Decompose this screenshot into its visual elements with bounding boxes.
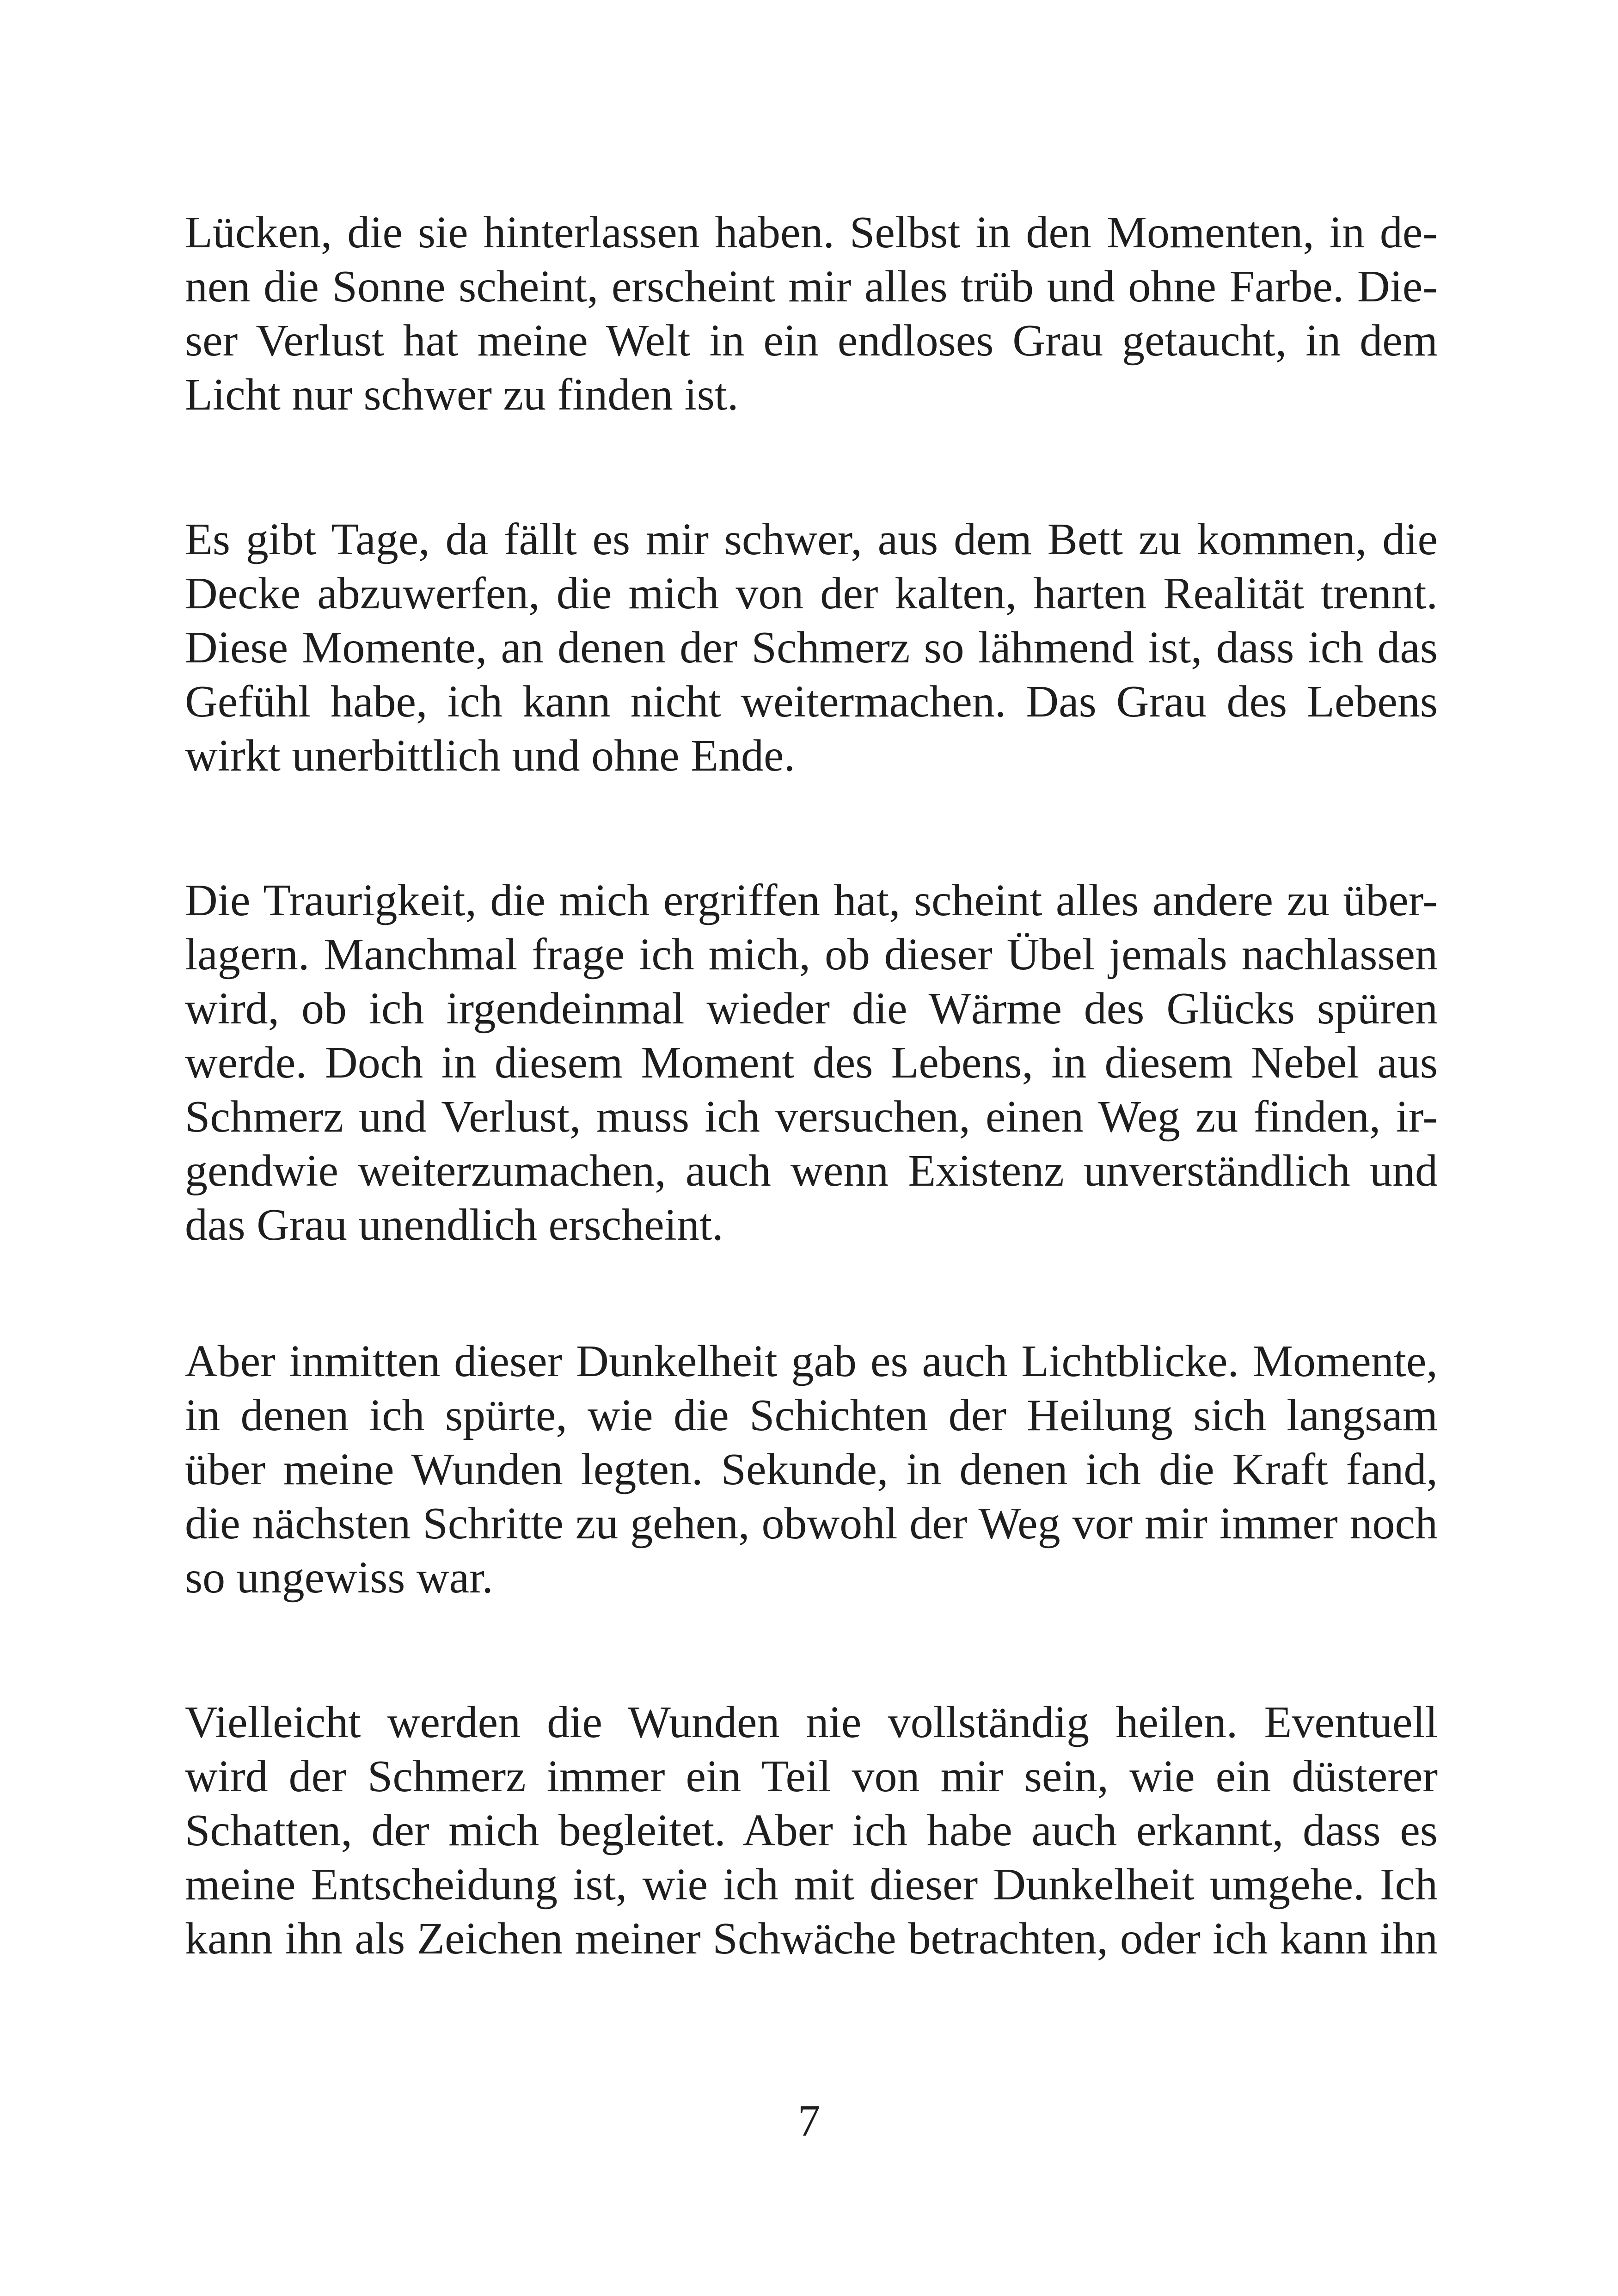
text-line: über meine Wunden legten. Sekunde, in denen ich die Kraft fand, [185,1445,1438,1494]
text-line: wird der Schmerz immer ein Teil von mir sein, wie ein düsterer [185,1751,1438,1801]
paragraph-5 [185,1696,1438,1966]
text-line: Schatten, der mich begleitet. Aber ich habe auch erkannt, dass es [185,1806,1438,1855]
text-line: so ungewiss war. [185,1553,493,1603]
text-line: Gefühl habe, ich kann nicht weitermachen. Das Grau des Lebens [185,677,1438,727]
text-line: Aber inmitten dieser Dunkelheit gab es auch Lichtblicke. Momente, [185,1336,1438,1386]
text-line: meine Entscheidung ist, wie ich mit dieser Dunkelheit umgehe. Ich [185,1860,1438,1910]
text-line: lagern. Manchmal frage ich mich, ob dieser Übel jemals nachlassen [185,930,1438,980]
paragraph-2 [185,513,1438,783]
text-line: kann ihn als Zeichen meiner Schwäche betrachten, oder ich kann ihn [185,1914,1438,1964]
page-number: 7 [797,2096,821,2146]
text-line: Schmerz und Verlust, muss ich versuchen, einen Weg zu finden, ir- [185,1092,1438,1142]
text-line: in denen ich spürte, wie die Schichten der Heilung sich langsam [185,1390,1438,1440]
text-line: das Grau unendlich erscheint. [185,1200,723,1250]
text-line: gendwie weiterzumachen, auch wenn Existenz unverständlich und [185,1146,1438,1196]
paragraph-1 [185,206,1438,422]
paragraph-4 [185,1335,1438,1605]
text-line: wirkt unerbittlich und ohne Ende. [185,731,795,781]
paragraph-3 [185,874,1438,1252]
text-line: Lücken, die sie hinterlassen haben. Selbst in den Momenten, in de- [185,208,1438,257]
text-line: Die Traurigkeit, die mich ergriffen hat, scheint alles andere zu über- [185,876,1438,925]
text-line: Es gibt Tage, da fällt es mir schwer, aus dem Bett zu kommen, die [185,514,1438,564]
text-line: Decke abzuwerfen, die mich von der kalten, harten Realität trennt. [185,569,1438,618]
text-line: werde. Doch in diesem Moment des Lebens, in diesem Nebel aus [185,1038,1438,1088]
text-line: ser Verlust hat meine Welt in ein endloses Grau getaucht, in dem [185,316,1438,366]
text-line: Diese Momente, an denen der Schmerz so lähmend ist, dass ich das [185,623,1438,673]
text-line: wird, ob ich irgendeinmal wieder die Wärme des Glücks spüren [185,984,1438,1034]
text-line: nen die Sonne scheint, erscheint mir alles trüb und ohne Farbe. Die- [185,262,1438,312]
text-line: Licht nur schwer zu finden ist. [185,370,739,420]
text-line: Vielleicht werden die Wunden nie vollständig heilen. Eventuell [185,1697,1438,1747]
text-line: die nächsten Schritte zu gehen, obwohl der Weg vor mir immer noch [185,1499,1438,1549]
